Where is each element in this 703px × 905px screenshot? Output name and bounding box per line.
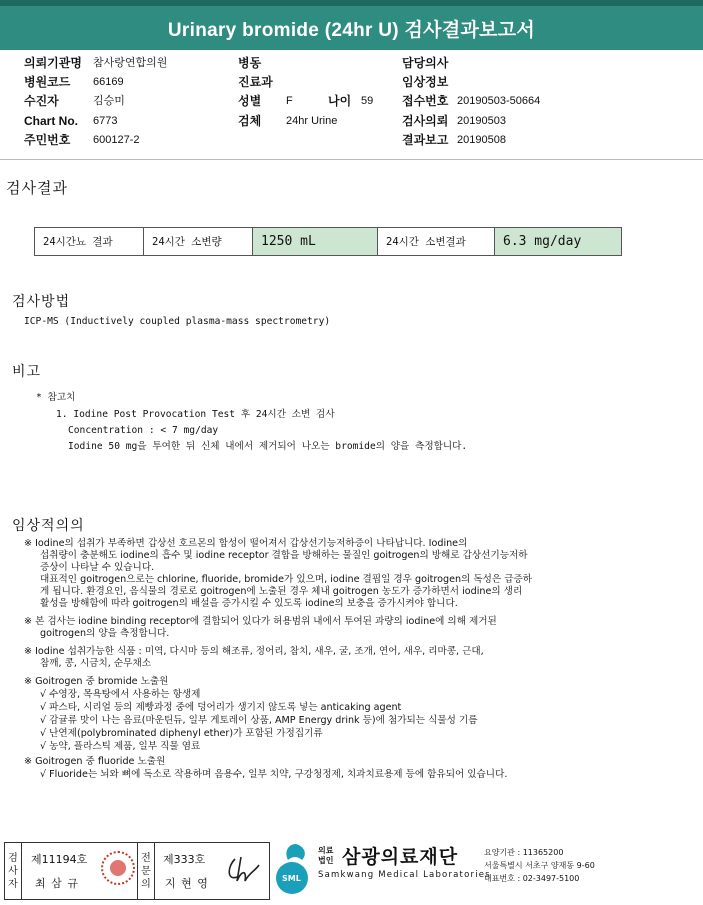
report-footer xyxy=(0,838,703,905)
chart-value: 6773 xyxy=(93,115,118,127)
remarks-section-title: 비고 xyxy=(12,364,42,380)
hospital-code-label: 병원코드 xyxy=(24,75,71,89)
clinical-line: 섭취량이 충분해도 iodine의 흡수 및 iodine receptor 결합을 방해하는 물질인 goitrogen의 방해로 갑상선기능저하 xyxy=(40,550,528,561)
org-phone: 대표번호 : 02-3497-5100 xyxy=(484,874,580,883)
sex-label: 성별 xyxy=(238,94,262,108)
inspector-license: 제11194호 xyxy=(31,853,88,866)
clinical-line: √ 수영장, 목욕탕에서 사용하는 항생제 xyxy=(40,689,201,700)
signature-box xyxy=(4,842,270,900)
reported-label: 결과보고 xyxy=(402,133,449,147)
receipt-label: 접수번호 xyxy=(402,94,449,108)
ward-label: 병동 xyxy=(238,56,262,70)
specialist-name: 지 현 영 xyxy=(165,877,209,890)
result-col-label-1: 24시간뇨 결과 xyxy=(35,228,144,256)
inspector-label: 검 사 자 xyxy=(5,843,22,899)
org-contact xyxy=(484,846,595,885)
patient-value: 김승미 xyxy=(93,95,125,107)
clinical-line: 대표적인 goitrogen으로는 chlorine, fluoride, bromide가 있으며, iodine 결핍일 경우 goitrogen의 독성은 급증하 xyxy=(40,574,533,585)
signature-icon xyxy=(223,853,263,887)
result-col-label-2: 24시간 소변량 xyxy=(144,228,253,256)
sml-logo-icon: SML xyxy=(274,842,312,896)
specimen-label: 검체 xyxy=(238,114,262,128)
institution-value: 참사랑연합의원 xyxy=(93,57,168,69)
age-label: 나이 xyxy=(328,94,352,108)
org-name: 삼광의료재단 xyxy=(342,846,459,868)
report-header xyxy=(0,0,703,50)
clinical-line: goitrogen의 양을 측정합니다. xyxy=(40,628,170,639)
specialist-license: 제333호 xyxy=(163,853,206,866)
clinical-line: ※ Iodine의 섭취가 부족하면 갑상선 호르몬의 합성이 떨어져서 갑상선기능저하증이 나타납니다. Iodine의 xyxy=(24,538,468,549)
bromide-result-value: 6.3 mg/day xyxy=(495,228,622,256)
org-type-label: 의료 법인 xyxy=(318,846,334,865)
method-text: ICP-MS (Inductively coupled plasma-mass spectrometry) xyxy=(24,316,331,327)
clinical-line: ※ 본 검사는 iodine binding receptor에 결합되어 있다가 허용범위 내에서 투여된 과량의 iodine에 의해 제거된 xyxy=(24,616,497,627)
org-english-name: Samkwang Medical Laboratories xyxy=(318,870,491,880)
reference-line-1: 1. Iodine Post Provocation Test 후 24시간 소변 검사 xyxy=(56,409,335,420)
chart-label: Chart No. xyxy=(24,114,78,128)
reference-line-2: Concentration : < 7 mg/day xyxy=(68,425,219,436)
specimen-value: 24hr Urine xyxy=(286,115,338,127)
dept-label: 진료과 xyxy=(238,75,273,89)
clinical-line: ※ Goitrogen 중 bromide 노출원 xyxy=(24,676,169,687)
patient-label: 수진자 xyxy=(24,94,59,108)
method-section-title: 검사방법 xyxy=(12,294,71,310)
specialist-label: 전 문 의 xyxy=(137,843,155,899)
clinical-line: 참깨, 콩, 시금치, 순무채소 xyxy=(40,658,151,669)
clinical-line: √ Fluoride는 뇌와 뼈에 독소로 작용하며 음용수, 일부 치약, 구강청정제, 치과치료용제 등에 함유되어 있습니다. xyxy=(40,769,508,780)
clinical-info-label: 임상정보 xyxy=(402,75,449,89)
reference-line-3: Iodine 50 mg을 투여한 뒤 신체 내에서 제거되어 나오는 bromide의 양을 측정합니다. xyxy=(68,441,468,452)
requested-value: 20190503 xyxy=(457,115,506,127)
receipt-value: 20190503-50664 xyxy=(457,95,541,107)
patient-info-panel xyxy=(0,52,703,160)
urine-volume-value: 1250 mL xyxy=(253,228,378,256)
clinical-line: ※ Goitrogen 중 fluoride 노출원 xyxy=(24,756,166,767)
result-col-label-3: 24시간 소변결과 xyxy=(378,228,495,256)
id-label: 주민번호 xyxy=(24,133,71,147)
inspector-name: 최 삼 규 xyxy=(35,877,79,890)
clinical-line: 게 됩니다. 환경요인, 음식물의 경로로 goitrogen에 노출된 경우 체내 goitrogen 농도가 증가하면서 iodine의 생리 xyxy=(40,586,523,597)
org-address: 서울특별시 서초구 양재동 9-60 xyxy=(484,861,595,870)
sex-value: F xyxy=(286,95,293,107)
clinical-line: 활성을 방해함에 따라 goitrogen의 배설을 증가시킬 수 있도록 iodine의 보충을 증가시켜야 합니다. xyxy=(40,598,458,609)
result-section-title: 검사결과 xyxy=(6,179,68,197)
clinical-line: √ 파스타, 시리얼 등의 제빵과정 중에 덩어리가 생기지 않도록 넣는 anticaking agent xyxy=(40,702,402,713)
doctor-label: 담당의사 xyxy=(402,56,449,70)
result-table xyxy=(34,227,622,256)
clinical-line: ※ Iodine 섭취가능한 식품 : 미역, 다시마 등의 해조류, 정어리, 참치, 새우, 굴, 조개, 연어, 새우, 리마콩, 근대, xyxy=(24,646,484,657)
reported-value: 20190508 xyxy=(457,134,506,146)
requested-label: 검사의뢰 xyxy=(402,114,449,128)
hospital-code-value: 66169 xyxy=(93,76,124,88)
clinical-line: 증상이 나타날 수 있습니다. xyxy=(40,562,155,573)
clinical-line: √ 난연제(polybrominated diphenyl ether)가 포함된 가정집기류 xyxy=(40,728,323,739)
clinical-line: √ 농약, 플라스틱 제품, 일부 직물 염료 xyxy=(40,741,201,752)
age-value: 59 xyxy=(361,95,374,107)
id-value: 600127-2 xyxy=(93,134,140,146)
institution-label: 의뢰기관명 xyxy=(24,56,82,70)
clinical-line: √ 감귤류 맛이 나는 음료(마운틴듀, 일부 게토레이 상품, AMP Energy drink 등)에 첨가되는 식물성 기름 xyxy=(40,715,478,726)
report-title: Urinary bromide (24hr U) 검사결과보고서 xyxy=(167,19,536,41)
clinical-section-title: 임상적의의 xyxy=(12,518,85,534)
seal-stamp-icon xyxy=(101,851,135,885)
reference-label: * 참고치 xyxy=(36,392,76,403)
org-code: 요양기관 : 11365200 xyxy=(484,848,564,857)
